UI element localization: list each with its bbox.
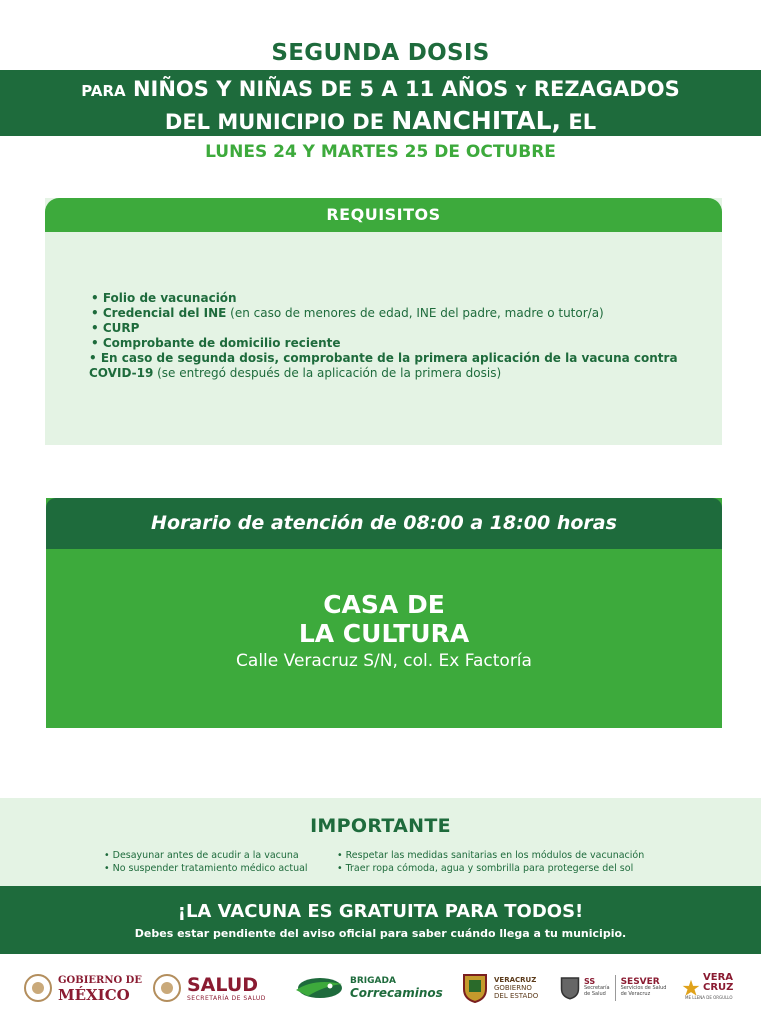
audience-word-para: PARA xyxy=(81,82,126,100)
correcaminos-label: Correcaminos xyxy=(350,986,443,1000)
audience-rezagados: REZAGADOS xyxy=(533,77,680,101)
venue-panel xyxy=(46,498,722,728)
audience-word-y: Y xyxy=(515,82,527,100)
requirements-panel xyxy=(45,198,722,445)
list-item: • Traer ropa cómoda, agua y sombrilla para protegerse del sol xyxy=(337,863,634,874)
salud-logo xyxy=(153,962,266,1014)
logo-divider xyxy=(615,975,616,1001)
gobierno-mexico-text xyxy=(58,974,142,1002)
list-item: • Respetar las medidas sanitarias en los módulos de vacunación xyxy=(337,850,645,861)
de-veracruz-label: de Veracruz xyxy=(620,991,651,997)
veracruz-orgullo-logo xyxy=(682,962,733,1014)
list-item: • Desayunar antes de acudir a la vacuna xyxy=(104,850,299,861)
requirement-label: • Comprobante de domicilio reciente xyxy=(91,336,341,350)
secretaria-salud-label: SECRETARÍA DE SALUD xyxy=(187,994,266,1002)
sesver-text xyxy=(621,979,667,997)
estado-label: DEL ESTADO xyxy=(494,992,539,1000)
eagle-seal-icon xyxy=(24,974,52,1002)
salud-label: SALUD xyxy=(187,973,259,996)
veracruz-orgullo-text xyxy=(685,972,734,1003)
brigada-label: BRIGADA xyxy=(350,976,396,986)
salud-text xyxy=(187,975,266,1002)
requirements-title: REQUISITOS xyxy=(45,198,722,232)
secretaria-label: Secretaría xyxy=(584,985,610,991)
important-panel xyxy=(0,798,761,886)
gobierno-label: GOBIERNO DE xyxy=(58,975,142,986)
free-vaccine-banner xyxy=(0,886,761,954)
important-list-left xyxy=(104,849,308,875)
roadrunner-icon xyxy=(294,974,344,1002)
municipio-name: NANCHITAL, xyxy=(391,106,562,135)
free-vaccine-subtitle: Debes estar pendiente del aviso oficial para saber cuándo llega a tu municipio. xyxy=(134,927,627,940)
important-list-right xyxy=(337,849,644,875)
audience-children: NIÑOS Y NIÑAS DE 5 A 11 AÑOS xyxy=(132,77,509,101)
list-item: • No suspender tratamiento médico actual xyxy=(104,863,308,874)
veracruz-shield-icon xyxy=(462,973,488,1003)
audience-line-1 xyxy=(0,77,761,101)
requirement-note: (se entregó después de la aplicación de la primera dosis) xyxy=(153,366,502,380)
cruz-label: CRUZ xyxy=(703,982,734,993)
audience-line-2 xyxy=(0,106,761,135)
requirement-label: • Credencial del INE xyxy=(91,306,227,320)
vaccination-dates: LUNES 24 Y MARTES 25 DE OCTUBRE xyxy=(205,142,556,162)
requirements-list xyxy=(91,291,701,381)
ss-label: SS xyxy=(584,977,596,986)
brigada-correcaminos-logo xyxy=(294,962,443,1014)
opening-hours: Horario de atención de 08:00 a 18:00 horas xyxy=(46,498,722,549)
list-item xyxy=(91,306,701,321)
venue-name xyxy=(46,590,722,648)
veracruz-text xyxy=(494,976,538,1000)
venue-name-line-2: LA CULTURA xyxy=(298,619,470,648)
ss-shield-icon xyxy=(560,976,580,1000)
list-item xyxy=(91,321,701,336)
orgullo-label: ME LLENA DE ORGULLO xyxy=(685,995,733,1000)
gobierno-label: GOBIERNO xyxy=(494,984,532,992)
requirement-label: • En caso de segunda dosis, comprobante de la primera aplicación de la vacuna contra COVID-19 xyxy=(89,351,678,380)
vera-label: VERA xyxy=(703,972,734,983)
sesver-label: SESVER xyxy=(620,977,660,987)
servicios-label: Servicios de Salud xyxy=(620,985,667,991)
veracruz-label: VERACRUZ xyxy=(494,976,537,984)
requirement-label: • Folio de vacunación xyxy=(91,291,237,305)
mexico-label: MÉXICO xyxy=(58,986,130,1004)
brigada-text xyxy=(350,976,443,1000)
list-item xyxy=(91,291,701,306)
ss-sesver-logo xyxy=(560,962,666,1014)
municipio-label: DEL MUNICIPIO DE xyxy=(164,110,385,134)
veracruz-gobierno-logo xyxy=(462,962,538,1014)
requirement-note: (en caso de menores de edad, INE del padre, madre o tutor/a) xyxy=(226,306,604,320)
venue-address: Calle Veracruz S/N, col. Ex Factoría xyxy=(236,651,532,671)
venue-name-line-1: CASA DE xyxy=(323,590,445,619)
ss-text xyxy=(584,979,610,997)
list-item xyxy=(91,336,701,351)
free-vaccine-title: ¡LA VACUNA ES GRATUITA PARA TODOS! xyxy=(177,901,584,922)
sponsor-logos xyxy=(0,962,761,1014)
requirement-label: • CURP xyxy=(91,321,140,335)
de-salud-label: de Salud xyxy=(584,991,606,997)
eagle-seal-icon xyxy=(153,974,181,1002)
audience-band xyxy=(0,70,761,136)
poster-title: SEGUNDA DOSIS xyxy=(271,40,490,66)
gobierno-mexico-logo xyxy=(24,962,142,1014)
important-title: IMPORTANTE xyxy=(310,815,451,837)
list-item xyxy=(89,351,701,381)
municipio-suffix: EL xyxy=(568,110,597,134)
